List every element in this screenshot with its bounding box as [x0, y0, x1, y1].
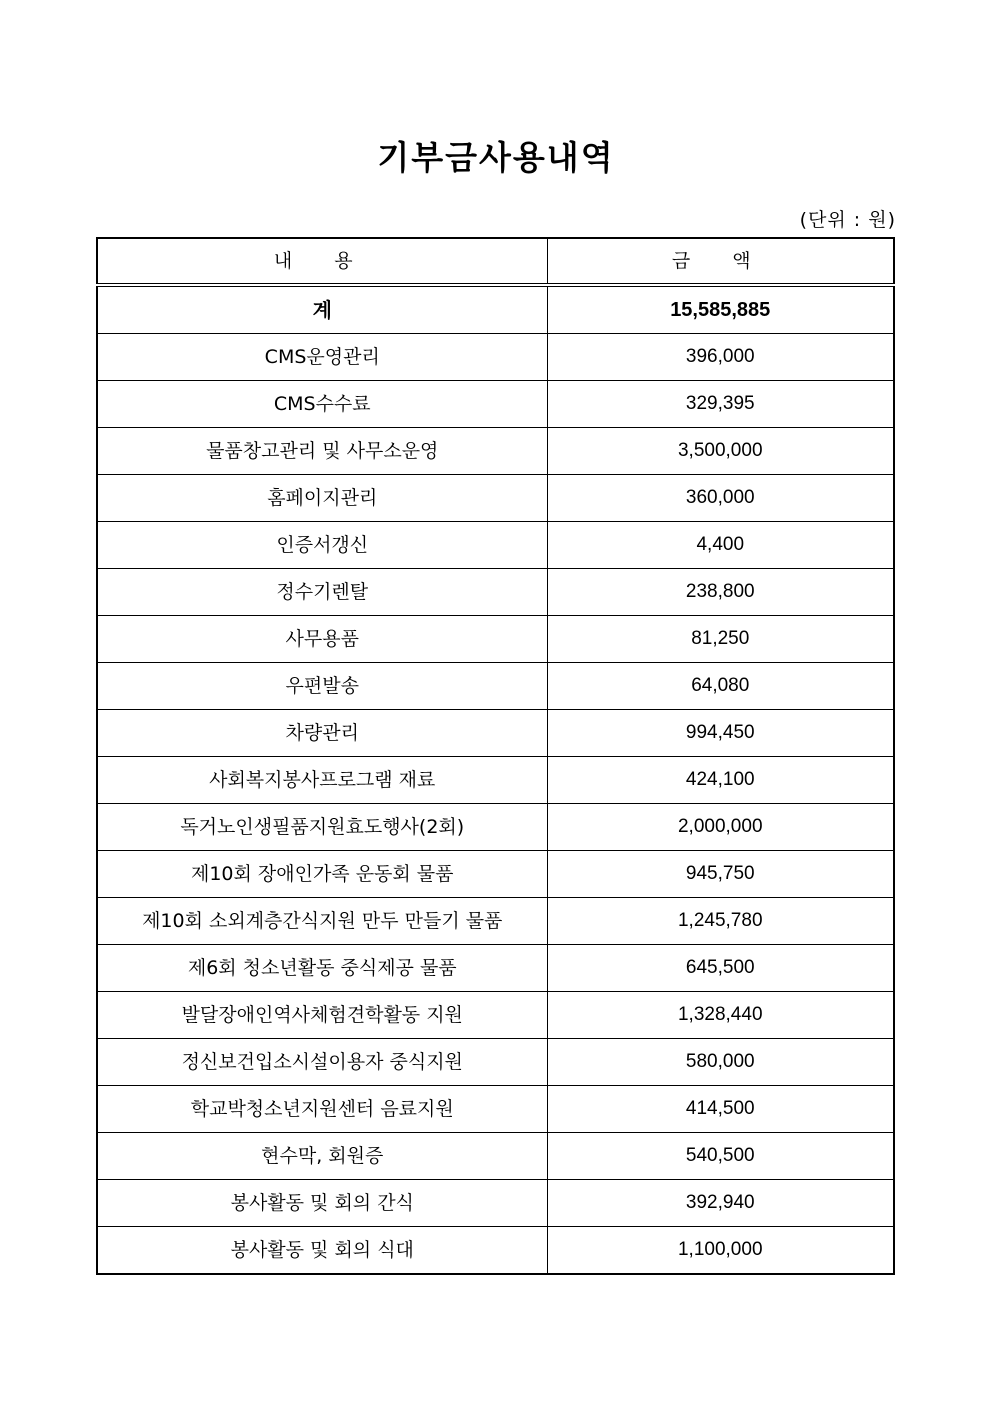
row-amount: 1,328,440 [547, 992, 894, 1039]
row-amount: 360,000 [547, 475, 894, 522]
row-amount: 1,245,780 [547, 898, 894, 945]
row-amount: 994,450 [547, 710, 894, 757]
row-label: 정수기렌탈 [97, 569, 547, 616]
row-amount: 645,500 [547, 945, 894, 992]
row-label: 사회복지봉사프로그램 재료 [97, 757, 547, 804]
row-amount: 945,750 [547, 851, 894, 898]
row-label: 독거노인생필품지원효도행사(2회) [97, 804, 547, 851]
row-label: 봉사활동 및 회의 식대 [97, 1227, 547, 1275]
row-amount: 540,500 [547, 1133, 894, 1180]
row-label: 학교박청소년지원센터 음료지원 [97, 1086, 547, 1133]
table-row [97, 757, 894, 804]
table-row [97, 851, 894, 898]
table-row [97, 522, 894, 569]
row-amount: 4,400 [547, 522, 894, 569]
row-label: CMS운영관리 [97, 334, 547, 381]
table-row [97, 334, 894, 381]
row-label: 발달장애인역사체험견학활동 지원 [97, 992, 547, 1039]
row-amount: 64,080 [547, 663, 894, 710]
row-label: 인증서갱신 [97, 522, 547, 569]
table-row [97, 428, 894, 475]
row-amount: 2,000,000 [547, 804, 894, 851]
table-row [97, 1133, 894, 1180]
row-amount: 414,500 [547, 1086, 894, 1133]
table-row [97, 710, 894, 757]
row-amount: 81,250 [547, 616, 894, 663]
row-amount: 238,800 [547, 569, 894, 616]
table-row [97, 569, 894, 616]
table-row [97, 381, 894, 428]
row-amount: 1,100,000 [547, 1227, 894, 1275]
table-header-row [97, 238, 894, 285]
row-label: 제6회 청소년활동 중식제공 물품 [97, 945, 547, 992]
row-label: 제10회 소외계층간식지원 만두 만들기 물품 [97, 898, 547, 945]
row-label: CMS수수료 [97, 381, 547, 428]
row-label: 차량관리 [97, 710, 547, 757]
table-row [97, 475, 894, 522]
table-row [97, 992, 894, 1039]
total-label: 계 [97, 285, 547, 334]
row-amount: 392,940 [547, 1180, 894, 1227]
row-label: 사무용품 [97, 616, 547, 663]
table-row [97, 804, 894, 851]
row-label: 제10회 장애인가족 운동회 물품 [97, 851, 547, 898]
table-row [97, 945, 894, 992]
row-amount: 329,395 [547, 381, 894, 428]
document-title: 기부금사용내역 [377, 138, 615, 177]
table-row [97, 1227, 894, 1275]
row-label: 홈페이지관리 [97, 475, 547, 522]
table-row [97, 616, 894, 663]
row-amount: 580,000 [547, 1039, 894, 1086]
table-row [97, 1039, 894, 1086]
row-label: 물품창고관리 및 사무소운영 [97, 428, 547, 475]
row-label: 봉사활동 및 회의 간식 [97, 1180, 547, 1227]
total-amount: 15,585,885 [547, 285, 894, 334]
table-row [97, 1086, 894, 1133]
table-row [97, 898, 894, 945]
row-label: 현수막, 회원증 [97, 1133, 547, 1180]
total-row [97, 285, 894, 334]
row-label: 우편발송 [97, 663, 547, 710]
row-amount: 3,500,000 [547, 428, 894, 475]
table-row [97, 1180, 894, 1227]
donation-usage-table [96, 237, 895, 1275]
table-row [97, 663, 894, 710]
row-label: 정신보건입소시설이용자 중식지원 [97, 1039, 547, 1086]
unit-note: (단위 : 원) [799, 209, 896, 231]
header-content: 내 용 [97, 238, 547, 285]
row-amount: 396,000 [547, 334, 894, 381]
row-amount: 424,100 [547, 757, 894, 804]
header-amount: 금 액 [547, 238, 894, 285]
